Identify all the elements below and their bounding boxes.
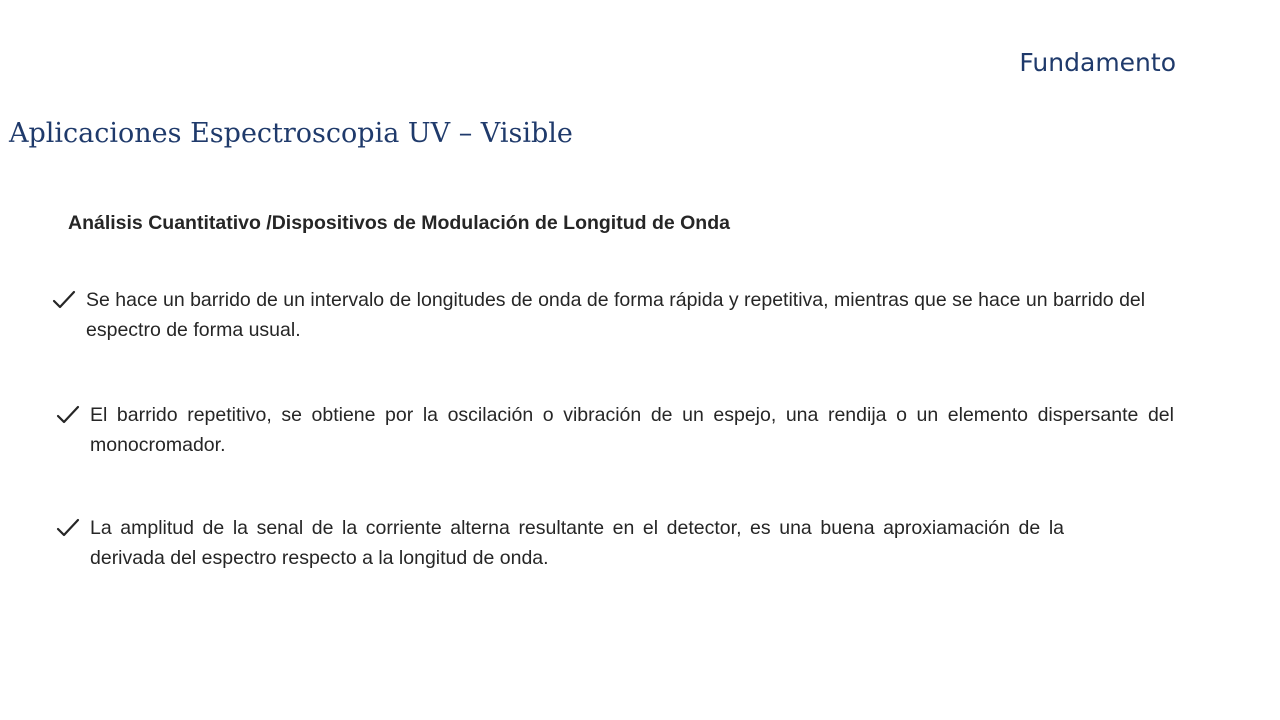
bullet-text-2: El barrido repetitivo, se obtiene por la oscilación o vibración de un espejo, una rendija o un elemento dispersante del monocromador. — [90, 404, 1174, 456]
bullet-item-1 — [52, 285, 1152, 345]
checkmark-icon — [56, 518, 80, 538]
section-heading: Análisis Cuantitativo /Dispositivos de Modulación de Longitud de Onda — [68, 212, 730, 234]
bullet-item-2 — [56, 400, 1176, 460]
bullet-text-3: La amplitud de la senal de la corriente alterna resultante en el detector, es una buena aproxiamación de la derivada del espectro respecto a la longitud de onda. — [90, 517, 1064, 569]
slide-title: Aplicaciones Espectroscopia UV – Visible — [9, 118, 573, 149]
bullet-item-3 — [56, 513, 1066, 573]
section-label-fundamento: Fundamento — [1019, 48, 1176, 77]
checkmark-icon — [52, 290, 76, 310]
checkmark-icon — [56, 405, 80, 425]
bullet-text-1: Se hace un barrido de un intervalo de longitudes de onda de forma rápida y repetitiva, mientras que se hace un barrido del espectro de forma usual. — [86, 289, 1146, 341]
